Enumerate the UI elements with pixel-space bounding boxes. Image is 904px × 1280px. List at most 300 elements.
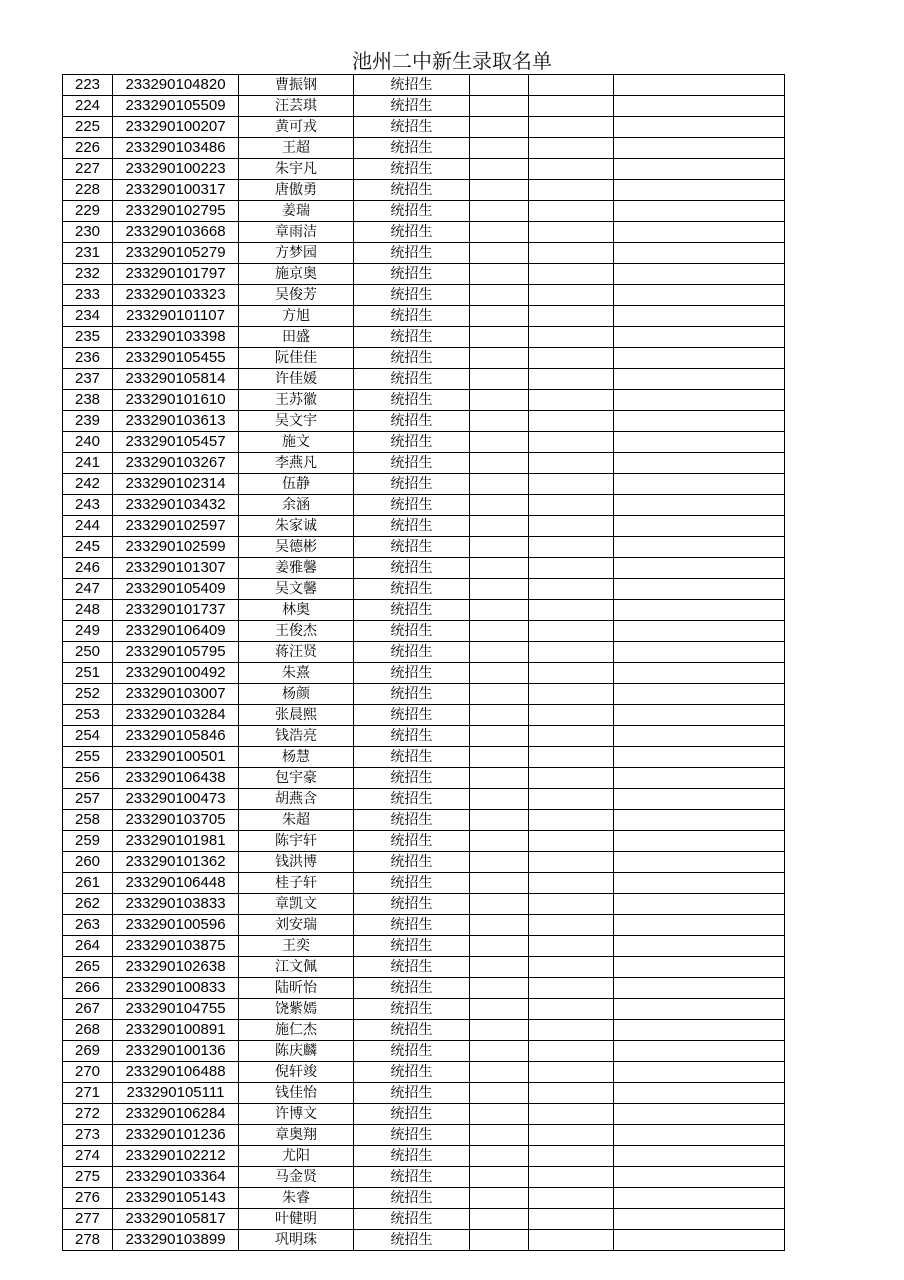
cell-empty [614,978,785,999]
cell-empty [470,516,529,537]
table-row [63,432,785,453]
cell-student-name: 伍静 [239,474,354,495]
cell-empty [529,705,614,726]
table-row [63,348,785,369]
cell-empty [470,789,529,810]
cell-admission-type: 统招生 [354,1020,470,1041]
cell-admission-type: 统招生 [354,411,470,432]
cell-empty [529,1062,614,1083]
cell-exam-id: 233290104820 [113,75,239,96]
cell-number: 248 [63,600,113,621]
cell-empty [529,1209,614,1230]
cell-admission-type: 统招生 [354,558,470,579]
cell-number: 259 [63,831,113,852]
table-row [63,96,785,117]
cell-student-name: 杨慧 [239,747,354,768]
cell-empty [470,348,529,369]
table-row [63,243,785,264]
cell-student-name: 黄可戎 [239,117,354,138]
cell-number: 238 [63,390,113,411]
cell-exam-id: 233290101362 [113,852,239,873]
cell-admission-type: 统招生 [354,1041,470,1062]
cell-student-name: 章凯文 [239,894,354,915]
cell-number: 234 [63,306,113,327]
cell-exam-id: 233290103267 [113,453,239,474]
table-row [63,537,785,558]
cell-student-name: 余涵 [239,495,354,516]
cell-number: 255 [63,747,113,768]
cell-empty [470,453,529,474]
cell-number: 242 [63,474,113,495]
cell-empty [470,264,529,285]
cell-empty [529,684,614,705]
cell-admission-type: 统招生 [354,327,470,348]
cell-exam-id: 233290105814 [113,369,239,390]
cell-exam-id: 233290106284 [113,1104,239,1125]
cell-empty [470,495,529,516]
cell-empty [529,180,614,201]
cell-admission-type: 统招生 [354,1125,470,1146]
cell-admission-type: 统招生 [354,1209,470,1230]
cell-empty [529,117,614,138]
cell-empty [529,1020,614,1041]
cell-exam-id: 233290103613 [113,411,239,432]
table-row [63,621,785,642]
cell-number: 250 [63,642,113,663]
cell-exam-id: 233290100492 [113,663,239,684]
admission-table [62,74,785,1251]
cell-admission-type: 统招生 [354,222,470,243]
cell-admission-type: 统招生 [354,810,470,831]
table-row [63,663,785,684]
cell-admission-type: 统招生 [354,537,470,558]
cell-admission-type: 统招生 [354,978,470,999]
cell-number: 273 [63,1125,113,1146]
cell-student-name: 江文佩 [239,957,354,978]
cell-empty [529,327,614,348]
cell-admission-type: 统招生 [354,1188,470,1209]
cell-admission-type: 统招生 [354,663,470,684]
cell-empty [470,726,529,747]
cell-empty [614,1230,785,1251]
table-row [63,180,785,201]
table-row [63,852,785,873]
cell-empty [470,1104,529,1125]
cell-exam-id: 233290101307 [113,558,239,579]
cell-empty [470,96,529,117]
cell-empty [470,180,529,201]
cell-empty [614,852,785,873]
cell-number: 231 [63,243,113,264]
cell-empty [529,138,614,159]
cell-student-name: 许博文 [239,1104,354,1125]
cell-empty [614,1188,785,1209]
cell-empty [470,684,529,705]
cell-empty [614,495,785,516]
cell-empty [529,369,614,390]
cell-empty [529,1230,614,1251]
cell-empty [470,222,529,243]
cell-admission-type: 统招生 [354,852,470,873]
cell-number: 225 [63,117,113,138]
cell-student-name: 施仁杰 [239,1020,354,1041]
table-row [63,390,785,411]
cell-exam-id: 233290103398 [113,327,239,348]
cell-admission-type: 统招生 [354,768,470,789]
cell-number: 274 [63,1146,113,1167]
cell-empty [529,894,614,915]
cell-empty [470,558,529,579]
cell-number: 246 [63,558,113,579]
cell-empty [614,411,785,432]
cell-student-name: 姜雅馨 [239,558,354,579]
cell-empty [614,201,785,222]
cell-number: 270 [63,1062,113,1083]
cell-empty [529,285,614,306]
table-row [63,1209,785,1230]
cell-student-name: 胡燕含 [239,789,354,810]
cell-empty [614,621,785,642]
cell-empty [529,75,614,96]
cell-empty [470,1020,529,1041]
table-row [63,642,785,663]
cell-number: 265 [63,957,113,978]
cell-empty [470,642,529,663]
cell-exam-id: 233290105457 [113,432,239,453]
table-row [63,495,785,516]
cell-exam-id: 233290105409 [113,579,239,600]
table-row [63,705,785,726]
cell-exam-id: 233290102638 [113,957,239,978]
cell-empty [614,894,785,915]
cell-student-name: 吴德彬 [239,537,354,558]
cell-exam-id: 233290105279 [113,243,239,264]
cell-admission-type: 统招生 [354,1146,470,1167]
table-row [63,579,785,600]
table-row [63,768,785,789]
cell-empty [470,873,529,894]
cell-empty [614,999,785,1020]
cell-student-name: 朱超 [239,810,354,831]
cell-empty [470,621,529,642]
cell-empty [470,201,529,222]
cell-empty [529,222,614,243]
cell-empty [614,306,785,327]
table-row [63,894,785,915]
cell-exam-id: 233290106448 [113,873,239,894]
cell-empty [470,768,529,789]
cell-empty [614,432,785,453]
table-row [63,957,785,978]
cell-student-name: 马金贤 [239,1167,354,1188]
cell-student-name: 陆昕怡 [239,978,354,999]
cell-number: 262 [63,894,113,915]
cell-number: 253 [63,705,113,726]
cell-empty [470,1062,529,1083]
cell-empty [614,642,785,663]
cell-empty [529,537,614,558]
table-row [63,978,785,999]
cell-number: 275 [63,1167,113,1188]
cell-student-name: 王奕 [239,936,354,957]
cell-empty [614,159,785,180]
cell-admission-type: 统招生 [354,873,470,894]
cell-empty [470,1125,529,1146]
table-row [63,285,785,306]
table-row [63,873,785,894]
cell-admission-type: 统招生 [354,621,470,642]
cell-number: 235 [63,327,113,348]
table-row [63,1167,785,1188]
cell-exam-id: 233290105111 [113,1083,239,1104]
cell-empty [470,936,529,957]
cell-empty [529,873,614,894]
cell-admission-type: 统招生 [354,579,470,600]
table-row [63,474,785,495]
cell-exam-id: 233290101981 [113,831,239,852]
table-row [63,327,785,348]
cell-student-name: 方梦园 [239,243,354,264]
cell-number: 239 [63,411,113,432]
cell-empty [470,75,529,96]
cell-number: 264 [63,936,113,957]
cell-empty [614,285,785,306]
cell-exam-id: 233290101737 [113,600,239,621]
cell-admission-type: 统招生 [354,1062,470,1083]
cell-empty [614,579,785,600]
cell-admission-type: 统招生 [354,642,470,663]
table-row [63,1041,785,1062]
cell-student-name: 田盛 [239,327,354,348]
cell-admission-type: 统招生 [354,726,470,747]
cell-empty [529,516,614,537]
cell-admission-type: 统招生 [354,159,470,180]
cell-number: 224 [63,96,113,117]
cell-empty [614,936,785,957]
cell-admission-type: 统招生 [354,453,470,474]
cell-exam-id: 233290103668 [113,222,239,243]
cell-empty [614,390,785,411]
cell-exam-id: 233290100596 [113,915,239,936]
cell-number: 277 [63,1209,113,1230]
cell-empty [529,978,614,999]
cell-admission-type: 统招生 [354,1083,470,1104]
cell-empty [470,852,529,873]
cell-empty [614,1041,785,1062]
cell-admission-type: 统招生 [354,495,470,516]
cell-empty [529,474,614,495]
table-row [63,1104,785,1125]
cell-exam-id: 233290103875 [113,936,239,957]
cell-empty [529,159,614,180]
cell-student-name: 吴文馨 [239,579,354,600]
cell-student-name: 朱熹 [239,663,354,684]
cell-admission-type: 统招生 [354,831,470,852]
cell-empty [614,558,785,579]
cell-empty [529,558,614,579]
cell-admission-type: 统招生 [354,957,470,978]
cell-number: 258 [63,810,113,831]
cell-student-name: 王超 [239,138,354,159]
table-row [63,726,785,747]
cell-exam-id: 233290103364 [113,1167,239,1188]
cell-empty [529,957,614,978]
table-row [63,936,785,957]
cell-exam-id: 233290101236 [113,1125,239,1146]
cell-student-name: 陈庆麟 [239,1041,354,1062]
cell-number: 240 [63,432,113,453]
cell-student-name: 钱洪博 [239,852,354,873]
table-row [63,1020,785,1041]
cell-exam-id: 233290100891 [113,1020,239,1041]
cell-empty [529,495,614,516]
table-row [63,1230,785,1251]
cell-empty [614,222,785,243]
cell-empty [470,285,529,306]
cell-empty [529,1104,614,1125]
cell-number: 245 [63,537,113,558]
cell-exam-id: 233290102212 [113,1146,239,1167]
cell-empty [470,747,529,768]
cell-empty [529,432,614,453]
cell-empty [529,768,614,789]
cell-student-name: 阮佳佳 [239,348,354,369]
cell-exam-id: 233290105143 [113,1188,239,1209]
cell-student-name: 方旭 [239,306,354,327]
cell-empty [470,1209,529,1230]
cell-admission-type: 统招生 [354,285,470,306]
cell-admission-type: 统招生 [354,999,470,1020]
cell-empty [529,852,614,873]
cell-number: 251 [63,663,113,684]
cell-student-name: 吴文宇 [239,411,354,432]
cell-student-name: 倪轩竣 [239,1062,354,1083]
cell-admission-type: 统招生 [354,516,470,537]
cell-empty [529,579,614,600]
cell-empty [614,1104,785,1125]
cell-empty [470,306,529,327]
cell-number: 260 [63,852,113,873]
cell-empty [529,1188,614,1209]
cell-empty [470,1188,529,1209]
cell-number: 252 [63,684,113,705]
cell-exam-id: 233290100317 [113,180,239,201]
cell-exam-id: 233290102599 [113,537,239,558]
cell-empty [529,747,614,768]
cell-empty [614,474,785,495]
table-row [63,915,785,936]
cell-number: 244 [63,516,113,537]
cell-empty [614,453,785,474]
cell-student-name: 尤阳 [239,1146,354,1167]
table-row [63,75,785,96]
cell-student-name: 朱家诚 [239,516,354,537]
cell-number: 227 [63,159,113,180]
cell-empty [529,453,614,474]
cell-empty [470,1167,529,1188]
cell-empty [470,369,529,390]
table-row [63,999,785,1020]
cell-empty [529,1167,614,1188]
cell-admission-type: 统招生 [354,264,470,285]
cell-empty [470,831,529,852]
cell-student-name: 朱睿 [239,1188,354,1209]
cell-empty [529,1146,614,1167]
cell-admission-type: 统招生 [354,1167,470,1188]
cell-student-name: 桂子轩 [239,873,354,894]
table-row [63,306,785,327]
cell-empty [529,1083,614,1104]
cell-empty [470,432,529,453]
cell-empty [614,831,785,852]
cell-number: 263 [63,915,113,936]
cell-student-name: 王俊杰 [239,621,354,642]
cell-admission-type: 统招生 [354,684,470,705]
cell-empty [614,1083,785,1104]
cell-admission-type: 统招生 [354,600,470,621]
cell-empty [470,1146,529,1167]
cell-empty [614,369,785,390]
cell-exam-id: 233290106488 [113,1062,239,1083]
cell-empty [614,1020,785,1041]
cell-number: 233 [63,285,113,306]
cell-empty [470,1230,529,1251]
cell-empty [614,180,785,201]
cell-empty [614,810,785,831]
table-row [63,1125,785,1146]
table-row [63,558,785,579]
cell-exam-id: 233290103486 [113,138,239,159]
cell-number: 272 [63,1104,113,1125]
table-row [63,453,785,474]
cell-empty [529,306,614,327]
cell-empty [614,243,785,264]
cell-number: 230 [63,222,113,243]
cell-empty [614,1209,785,1230]
cell-empty [470,138,529,159]
cell-empty [470,1083,529,1104]
table-row [63,600,785,621]
cell-number: 226 [63,138,113,159]
cell-number: 261 [63,873,113,894]
cell-empty [529,789,614,810]
cell-number: 271 [63,1083,113,1104]
cell-student-name: 张晨熙 [239,705,354,726]
cell-empty [614,915,785,936]
cell-student-name: 蒋汪贤 [239,642,354,663]
cell-number: 257 [63,789,113,810]
cell-exam-id: 233290103705 [113,810,239,831]
cell-exam-id: 233290103432 [113,495,239,516]
cell-empty [470,411,529,432]
cell-student-name: 施京奥 [239,264,354,285]
cell-admission-type: 统招生 [354,474,470,495]
cell-exam-id: 233290101107 [113,306,239,327]
cell-admission-type: 统招生 [354,96,470,117]
cell-empty [529,831,614,852]
cell-exam-id: 233290103899 [113,1230,239,1251]
cell-student-name: 朱宇凡 [239,159,354,180]
cell-empty [470,537,529,558]
cell-exam-id: 233290103323 [113,285,239,306]
cell-student-name: 巩明珠 [239,1230,354,1251]
cell-student-name: 姜瑞 [239,201,354,222]
cell-number: 229 [63,201,113,222]
cell-empty [614,957,785,978]
cell-number: 254 [63,726,113,747]
cell-empty [614,1167,785,1188]
cell-admission-type: 统招生 [354,138,470,159]
